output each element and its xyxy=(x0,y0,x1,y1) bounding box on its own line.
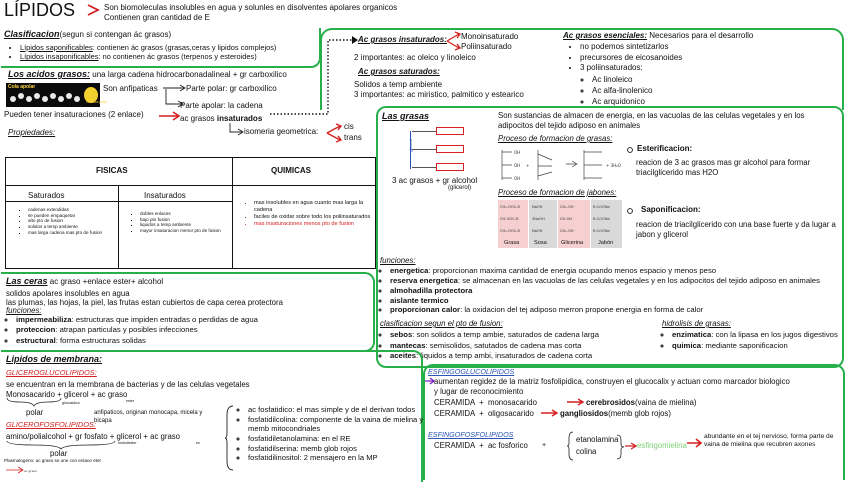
svg-text:R-COONa: R-COONa xyxy=(593,205,610,209)
list-item: ◦ estructural: forma estructuras solidas xyxy=(16,336,258,346)
esfingoglucolipidos-title: ESFINGOGLUCOLIPIDOS xyxy=(428,367,515,376)
svg-text:CH-OOC-R: CH-OOC-R xyxy=(500,217,519,221)
insaturados-header: Insaturados xyxy=(144,191,186,200)
fatty-acid-image xyxy=(6,83,108,107)
grasa-label: Grasa xyxy=(504,240,520,246)
clasificacion-list xyxy=(8,43,276,62)
formula-glicero: Monosacarido + glicerol + ac graso xyxy=(6,390,128,399)
list-item: ◦ enzimatica: con la lipasa en los jugos digestivos xyxy=(672,330,838,341)
sosa-label: Sosa xyxy=(534,240,547,246)
arrow-icon xyxy=(540,408,560,418)
saponificacion-diagram xyxy=(498,200,622,248)
polar-label: polar xyxy=(50,449,68,458)
svg-text:CH-OH: CH-OH xyxy=(560,217,573,221)
parte-polar-text: Parte polar: gr carboxilico xyxy=(186,84,277,93)
curly-brace-icon xyxy=(566,431,574,461)
clasificacion-heading: Clasificacion(segun si contengan ác grasos) xyxy=(4,29,172,39)
hidrolisis-list xyxy=(660,330,838,351)
esfingomielina-label: esfingomielina xyxy=(637,441,687,450)
bullet-circle-icon xyxy=(626,146,634,154)
plasmalogeno-sketch-icon xyxy=(4,462,44,476)
svg-text:R-COONa: R-COONa xyxy=(593,229,610,233)
colina-label: colina xyxy=(576,447,597,456)
ceras-funciones-list xyxy=(4,315,258,346)
grasas-funciones-list xyxy=(378,266,820,315)
anfipaticos-note: anfipaticos, originan monocapa, micela y bicapa xyxy=(94,410,203,424)
list-item: • Lípidos insaponificables: no contienen ác grasos (terpenos y esteroides) xyxy=(20,52,276,61)
fosfo-items-list xyxy=(236,405,432,463)
ceras-line-1: solidos apolares insolubles en agua xyxy=(6,289,130,298)
acidos-heading: Los acidos grasos: una larga cadena hidrocarbonadalineal + gr carboxilico xyxy=(8,69,287,79)
poliinsaturado-label: Poliinsaturado xyxy=(461,42,512,51)
split-arrows-icon xyxy=(446,30,462,52)
glicerina-label: Glicerina xyxy=(561,240,584,246)
list-item: ◦ fosfatidilinositol: 2 mensajero en la MP xyxy=(248,453,432,463)
list-item: • no podemos sintetizarlos xyxy=(580,42,682,53)
page-title: LÍPIDOS xyxy=(4,0,76,20)
ac-grasos-insaturados: ac grasos insaturados xyxy=(180,114,263,123)
esfingoglucolipidos-desc: aumentan regidez de la matriz fosfolipidica, construyen el glucocalix y actuan como marcador biologico y lugar de reconocimiento xyxy=(434,377,790,396)
etanolamina-label: etanolamina xyxy=(576,435,619,444)
bullet-circle-icon xyxy=(626,207,634,215)
plus-sign: + xyxy=(542,442,547,449)
funciones-label: funciones: xyxy=(380,256,416,265)
fosfodiester-label: fosfodiester xyxy=(118,441,137,445)
esfingofosfolipidos-title: ESFINGOFOSFOLIPIDOS xyxy=(428,430,514,439)
saturados-header: Saturados xyxy=(28,191,65,200)
split-arrows-icon xyxy=(326,122,344,144)
list-item: ◦ mantecas: semisolidos, satutados de cadena mas corta xyxy=(390,341,599,352)
list-item: ◦ Ac linoleico xyxy=(592,74,652,85)
plasmalogeno-note: Plasmalogeno: ac graso se une con enlace eter xyxy=(4,458,102,463)
list-item: • precursores de eicosanoides xyxy=(580,53,682,64)
list-item: ▪ alto pto de fusion xyxy=(28,218,126,224)
list-item: ◦ fosfatidiletanolamina: en el RE xyxy=(248,434,432,444)
clasificacion-fusion-label: clasificacion segun el pto de fusion: xyxy=(380,319,503,328)
list-item: • faciles de oxidar sobre todo los poliinsaturados xyxy=(254,214,382,221)
list-item: ◦ quimica: mediante saponificacion xyxy=(672,341,838,352)
svg-text:R-COONa: R-COONa xyxy=(593,217,610,221)
list-item: ◦ Ac arquidonico xyxy=(592,96,652,107)
list-item: ◦ proteccion: atrapan particulas y posibles infecciones xyxy=(16,325,258,335)
polar-label: polar xyxy=(26,408,44,417)
svg-text:3NaOH: 3NaOH xyxy=(532,217,545,221)
arrow-icon xyxy=(624,438,638,454)
cabeza-polar-label: Cabeza polar xyxy=(86,100,108,104)
svg-text:CH₂-OH: CH₂-OH xyxy=(560,229,574,233)
gangliosidos-formula: CERAMIDA + oligosacarido xyxy=(434,409,534,418)
header-desc-2: Contienen gran cantidad de E xyxy=(104,13,210,22)
saponificacion-text: reacion de triacilglicerido con una base fuerte y da lugar a jabon y glicerol xyxy=(636,220,836,239)
list-item: ◦ Ac alfa-linolenico xyxy=(592,85,652,96)
proceso-grasas-label: Proceso de formacion de grasas: xyxy=(498,134,613,143)
esfingomielina-note: abundante en el tej nervioso, forma parte de vaina de mielina que recubren axones xyxy=(704,433,834,449)
list-item: ◦ impermeabiliza: estructuras que impiden entradas o perdidas de agua xyxy=(16,315,258,325)
list-item: ▪ cadenas extendidas xyxy=(28,207,126,213)
cerebrosidos-formula: CERAMIDA + monosacarido xyxy=(434,398,537,407)
arrow-icon xyxy=(566,397,586,407)
list-item: ◦ fosfatidilserina: memb glob rojos xyxy=(248,444,432,454)
arrow-icon xyxy=(86,3,104,17)
suma-formula: 3 ac grasos + gr alcohol xyxy=(392,176,478,185)
list-item: ▪ dobles enlaces xyxy=(140,211,240,217)
esterificacion-diagram xyxy=(498,146,622,184)
svg-text:NaOH: NaOH xyxy=(532,205,543,209)
formula-fosfo: amino/polialcohol + gr fosfato + glicerol + ac graso xyxy=(6,432,181,441)
quimicas-header: QUIMICAS xyxy=(271,166,311,175)
es-label: es xyxy=(196,441,200,445)
reaction-icon xyxy=(498,146,622,184)
list-item: ▪ mayor insaturacion menor pto de fusion xyxy=(140,228,240,234)
svg-text:ac graso: ac graso xyxy=(24,469,37,473)
svg-text:+ 3H₂O: + 3H₂O xyxy=(606,163,621,168)
esterificacion-title: Esterificacion: xyxy=(637,144,693,153)
list-item: • Lípidos saponificables: contienen ác grasos (grasas,ceras y lipidos complejos) xyxy=(20,43,276,52)
svg-text:OH: OH xyxy=(514,150,521,155)
esenciales-heading: Ac grasos esenciales: Necesarios para el desarrollo xyxy=(563,31,754,40)
grasas-desc: Son sustancias de almacen de energia, en las vacuolas de las celulas vegetales y en los adipocitos del tejido adiposo en animales xyxy=(498,111,805,130)
cola-apolar-label: Cola apolar xyxy=(8,84,36,90)
svg-text:OH: OH xyxy=(514,163,521,168)
trans-label: trans xyxy=(344,133,362,142)
esterificacion-text: reacion de 3 ac grasos mas gr alcohol para formar triacilglicerido mas H2O xyxy=(636,158,811,177)
suma-sub: (glicerol) xyxy=(448,185,472,191)
insaturados-list xyxy=(128,211,240,234)
svg-text:CH₂-OH: CH₂-OH xyxy=(560,205,574,209)
list-item: ▪ liquidos a temp ambiente xyxy=(140,222,240,228)
glicero-line: se encuentran en la membrana de bacterias y de las celulas vegetales xyxy=(6,380,250,389)
insaturados-importantes: 2 importantes: ac oleico y linoleico xyxy=(354,53,476,62)
arrow-icon xyxy=(226,122,246,136)
list-item: • mas insaturaciones menos pto de fusion xyxy=(254,221,382,228)
list-item: ◦ proporcionan calor: la oxidacion del tej adiposo merron propone energia en forma de calor xyxy=(390,305,820,315)
list-item: ▪ se pueden empaquetar xyxy=(28,213,126,219)
curly-brace-icon xyxy=(224,405,234,471)
parte-apolar-text: Parte apolar: la cadena xyxy=(180,101,263,110)
saturados-line-1: Solidos a temp ambiente xyxy=(354,80,443,89)
proceso-jabones-label: Proceso de formacion de jabones: xyxy=(498,188,617,197)
list-item: ◦ reserva energetica: se almacenan en las vacuolas de las celulas vegetales y en los adipocitos del tejido adiposo en animales xyxy=(390,276,820,286)
ceras-heading: Las ceras ac graso +enlace ester+ alcohol xyxy=(6,276,164,286)
list-item: • mas insolubles en agua cuanto mas larga la cadena xyxy=(254,200,382,214)
header-desc-1: Son biomoleculas insolubles en agua y solunles en disolventes apolares organicos xyxy=(104,3,398,12)
monoinsaturado-label: Monoinsaturado xyxy=(461,32,519,41)
list-item: ◦ energetica: proporcionan maxima cantidad de energia ocupando menos espacio y menos peso xyxy=(390,266,820,276)
esfingofosfo-formula: CERAMIDA + ac fosforico xyxy=(434,441,528,450)
list-item: ◦ sebos: son solidos a temp ambie, saturados de cadena larga xyxy=(390,330,599,341)
cerebrosidos-result: cerebrosidos(vaina de mielina) xyxy=(586,398,697,407)
ceras-funciones-label: funciones: xyxy=(6,306,42,315)
svg-text:OH: OH xyxy=(514,176,521,181)
saponificacion-formula-icon xyxy=(498,200,622,240)
esenciales-sublist xyxy=(580,74,652,108)
svg-text:CH₂-OOC-R: CH₂-OOC-R xyxy=(500,229,521,233)
list-item: • 3 poliinsaturados: xyxy=(580,63,682,74)
list-item: ◦ fosfatidilcolina: componente de la vaina de mielina y memb mitocondriales xyxy=(248,415,432,434)
list-item: ▪ solidos a temp ambiente xyxy=(28,224,126,230)
list-item: ◦ aislante termico xyxy=(390,296,820,306)
propiedades-label: Propiedades: xyxy=(8,128,56,137)
svg-text:CH₂-OOC-R: CH₂-OOC-R xyxy=(500,205,521,209)
membrana-heading: Lipidos de membrana: xyxy=(6,354,103,364)
chain-icon xyxy=(9,91,87,105)
svg-text:NaOH: NaOH xyxy=(532,229,543,233)
quimicas-list xyxy=(242,200,382,228)
saturados-list xyxy=(16,207,126,236)
glicero-title: GLICEROGLUCOLIPIDOS: xyxy=(6,368,97,377)
hidrolisis-label: hidrolisis de grasas: xyxy=(662,319,731,328)
propiedades-table xyxy=(5,157,376,269)
fosfo-title: GLICEROFOSFOLIPIDOS: xyxy=(6,420,96,429)
svg-text:+: + xyxy=(526,163,530,168)
grasas-heading: Las grasas xyxy=(382,111,430,121)
cis-label: cis xyxy=(344,122,354,131)
esenciales-list xyxy=(568,42,682,74)
anfipaticas-text: Son anfipaticas xyxy=(103,84,158,93)
gangliosidos-result: gangliosidos(memb glob rojos) xyxy=(560,409,671,418)
list-item: ◦ almohadilla protectora xyxy=(390,286,820,296)
isomeria-text: isomeria geometrica: xyxy=(244,127,319,136)
jabon-label: Jabón xyxy=(598,240,614,246)
saturados-line-2: 3 importantes: ac miristico, palmitico y estearico xyxy=(354,90,524,99)
list-item: ◦ aceites: liquidos a temp ambi, insaturados de cadena corta xyxy=(390,351,599,362)
insaturados-heading: Ac grasos insaturados: xyxy=(358,35,447,44)
insaturaciones-text: Pueden tener insaturaciones (2 enlace) xyxy=(4,110,144,119)
saponificacion-title: Saponificacion: xyxy=(641,205,701,214)
list-item: ▪ bajo pto fusion xyxy=(140,217,240,223)
arrow-icon xyxy=(158,110,182,122)
brace-icon xyxy=(6,397,62,407)
glicerol-label: glicerol xyxy=(407,139,413,152)
glicerol-diagram xyxy=(400,125,468,175)
saturados-heading: Ac grasos saturados: xyxy=(358,67,440,76)
arrow-icon xyxy=(686,436,704,450)
glucosidico-label: glucosidico xyxy=(62,401,80,405)
ester-label: ester xyxy=(126,399,134,403)
fisicas-header: FISICAS xyxy=(96,166,128,175)
list-item: ▪ mas larga cadena mas pto de fusion xyxy=(28,230,126,236)
ceras-line-2: las plumas, las hojas, la piel, las frutas estan cubiertos de capa cerea protectora xyxy=(6,298,283,307)
list-item: ◦ ac fosfatidico: el mas simple y de el derivan todos xyxy=(248,405,432,415)
